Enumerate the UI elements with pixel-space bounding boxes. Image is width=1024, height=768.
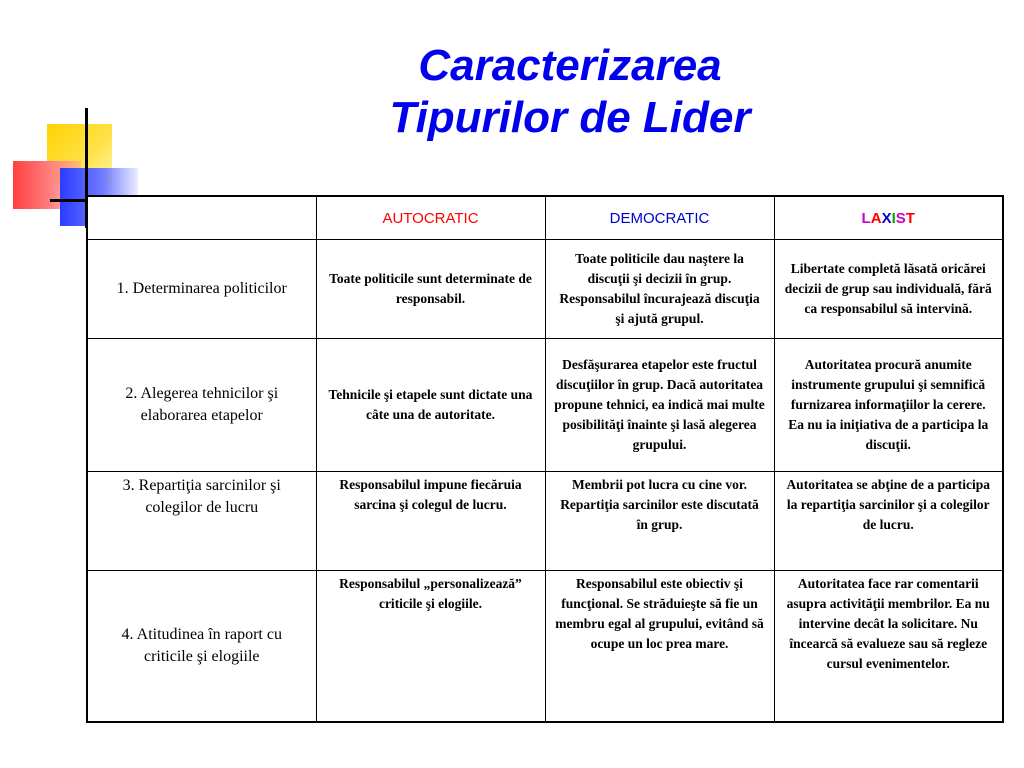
header-democratic: DEMOCRATIC <box>545 196 774 240</box>
header-autocratic: AUTOCRATIC <box>316 196 545 240</box>
cell-democratic: Desfăşurarea etapelor este fructul discuţiilor în grup. Dacă autoritatea propune tehnici, ea indică mai multe posibilităţi înainte şi lasă alegerea grupului. <box>545 339 774 472</box>
table-row <box>87 240 1003 339</box>
row-label: 2. Alegerea tehnicilor şi elaborarea etapelor <box>87 339 316 472</box>
laxist-letter: L <box>861 209 871 227</box>
title-line-1: Caracterizarea <box>418 41 722 90</box>
laxist-letter: I <box>891 209 896 227</box>
header-empty-cell <box>87 196 316 240</box>
cell-democratic: Toate politicile dau naştere la discuţii şi decizii în grup. Responsabilul încurajează discuţia şi ajută grupul. <box>545 240 774 339</box>
slide-title <box>290 40 850 144</box>
row-label: 1. Determinarea politicilor <box>87 240 316 339</box>
row-label: 3. Repartiţia sarcinilor şi colegilor de lucru <box>87 472 316 571</box>
laxist-letter: X <box>881 209 892 227</box>
cell-democratic: Responsabilul este obiectiv şi funcţional. Se străduieşte să fie un membru egal al grupului, evitând să ocupe un loc prea mare. <box>545 571 774 723</box>
laxist-letter: A <box>870 209 882 227</box>
laxist-letter: T <box>905 209 915 227</box>
title-line-2: Tipurilor de Lider <box>389 93 751 142</box>
cell-autocratic: Toate politicile sunt determinate de responsabil. <box>316 240 545 339</box>
cell-laxist: Autoritatea face rar comentarii asupra activităţii membrilor. Ea nu intervine decât la solicitare. Nu încearcă să evalueze sau să regleze cursul evenimentelor. <box>774 571 1003 723</box>
cell-laxist: Autoritatea procură anumite instrumente grupului şi semnifică furnizarea informaţiilor la cerere. Ea nu ia iniţiativa de a participa la discuţii. <box>774 339 1003 472</box>
row-label: 4. Atitudinea în raport cu criticile şi elogiile <box>87 571 316 723</box>
cell-autocratic: Tehnicile şi etapele sunt dictate una câte una de autoritate. <box>316 339 545 472</box>
cell-autocratic: Responsabilul „personalizează” criticile şi elogiile. <box>316 571 545 723</box>
table-header-row <box>87 196 1003 240</box>
leader-types-table <box>86 195 1004 723</box>
table-row <box>87 472 1003 571</box>
laxist-letter: S <box>895 209 906 227</box>
cell-laxist: Libertate completă lăsată oricărei decizii de grup sau individuală, fără ca responsabilul să intervină. <box>774 240 1003 339</box>
cell-laxist: Autoritatea se abţine de a participa la repartiţia sarcinilor şi a colegilor de lucru. <box>774 472 1003 571</box>
cell-autocratic: Responsabilul impune fiecăruia sarcina şi colegul de lucru. <box>316 472 545 571</box>
table-row <box>87 339 1003 472</box>
header-laxist <box>774 196 1003 240</box>
table-row <box>87 571 1003 723</box>
cell-democratic: Membrii pot lucra cu cine vor. Repartiţia sarcinilor este discutată în grup. <box>545 472 774 571</box>
